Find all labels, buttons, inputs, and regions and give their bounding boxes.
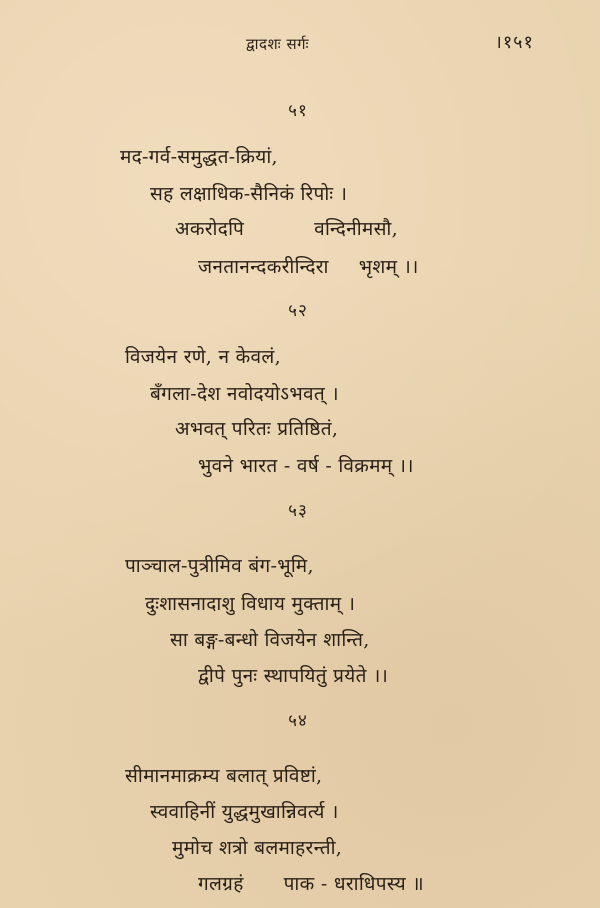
page-number: ।१५१ [495,32,534,53]
verse-51-line-4-part-1: जनतानन्दकरीन्दिरा [198,256,329,278]
verse-53-line-2: दुःशासनादाशु विधाय मुक्ताम् । [145,593,356,615]
running-head: द्वादशः सर्गः [246,35,310,53]
verse-52-line-2: बँगला-देश नवोदयोऽभवत् । [150,383,339,405]
verse-51-line-1: मद-गर्व-समुद्धत-क्रियां, [120,146,278,168]
verse-number-52: ५२ [288,301,308,321]
verse-53-line-1: पाञ्चाल-पुत्रीमिव बंग-भूमि, [125,555,314,577]
verse-number-54: ५४ [288,711,308,731]
verse-54-line-4-part-2: पाक - धराधिपस्य ॥ [283,873,424,895]
verse-51-line-4 [198,253,419,279]
verse-51-line-3-part-2: वन्दिनीमसौ, [314,218,398,240]
verse-54-line-4-part-1: गलग्रहं [198,873,244,895]
verse-53-line-4: द्वीपे पुनः स्थापयितुं प्रयेते ।। [198,665,389,687]
verse-51-line-2: सह लक्षाधिक-सैनिकं रिपोः । [150,183,348,205]
verse-54-line-3: मुमोच शत्रो बलमाहरन्ती, [172,837,343,859]
verse-51-line-3 [175,215,398,241]
verse-54-line-2: स्ववाहिनीं युद्धमुखान्निवर्त्य । [150,801,339,823]
verse-54-line-4 [198,870,424,896]
verse-54-line-1: सीमानमाक्रम्य बलात् प्रविष्टां, [125,765,323,787]
verse-51-line-3-part-1: अकरोदपि [175,218,245,240]
verse-number-51: ५१ [288,101,308,121]
verse-51-line-4-part-2: भृशम् ।। [358,256,419,278]
verse-number-53: ५३ [288,501,308,521]
verse-52-line-4: भुवने भारत - वर्ष - विक्रमम् ।। [198,455,414,477]
verse-52-line-3: अभवत् परितः प्रतिष्ठितं, [175,418,339,440]
verse-52-line-1: विजयेन रणे, न केवलं, [125,346,281,368]
verse-53-line-3: सा बङ्ग-बन्धो विजयेन शान्ति, [170,629,370,651]
